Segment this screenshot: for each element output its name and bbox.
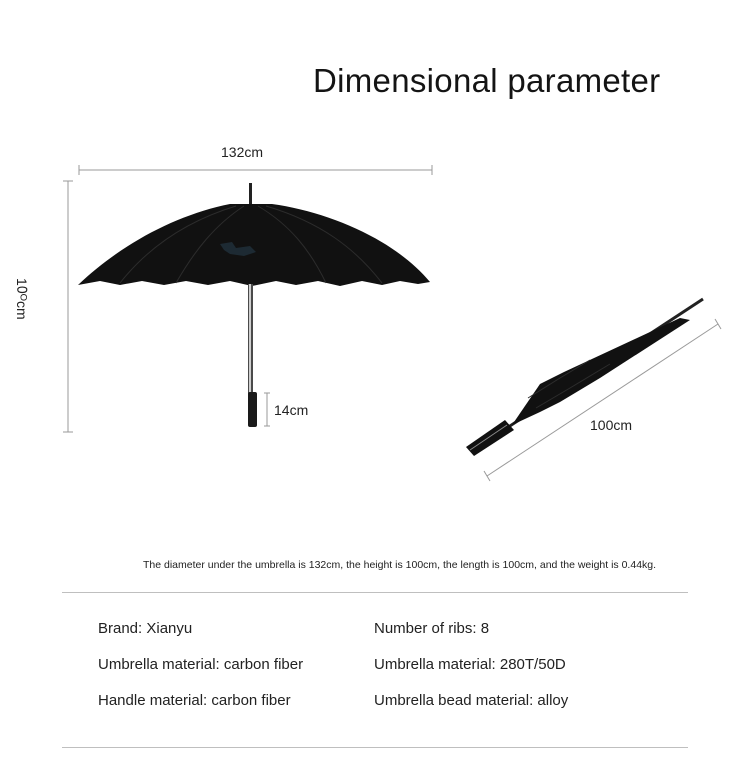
page-title: Dimensional parameter bbox=[313, 62, 661, 99]
handle-dimension-line bbox=[264, 393, 270, 426]
height-label: 1᠐ᴼcm bbox=[14, 278, 30, 320]
diameter-label: 132cm bbox=[221, 144, 264, 160]
dimension-note: The diameter under the umbrella is 132cm, the height is 100cm, the length is 100cm, and the weight is 0.44kg. bbox=[143, 559, 657, 571]
spec-umbrella-material: Umbrella material: carbon fiber bbox=[98, 656, 304, 673]
closed-umbrella-illustration bbox=[466, 299, 703, 456]
spec-handle-material: Handle material: carbon fiber bbox=[98, 692, 291, 709]
spec-brand: Brand: Xianyu bbox=[98, 620, 193, 637]
spec-number-of-ribs: Number of ribs: 8 bbox=[374, 620, 490, 637]
bottom-divider bbox=[62, 747, 688, 748]
spec-fabric-material: Umbrella material: 280T/50D bbox=[374, 656, 566, 673]
open-umbrella-illustration bbox=[78, 183, 430, 427]
length-dimension-line bbox=[484, 319, 721, 481]
diameter-dimension-line bbox=[79, 165, 432, 175]
height-dimension-line bbox=[63, 181, 73, 432]
top-divider bbox=[62, 592, 688, 593]
handle-length-label: 14cm bbox=[274, 402, 309, 418]
spec-bead-material: Umbrella bead material: alloy bbox=[374, 692, 569, 709]
total-length-label: 100cm bbox=[590, 417, 633, 433]
